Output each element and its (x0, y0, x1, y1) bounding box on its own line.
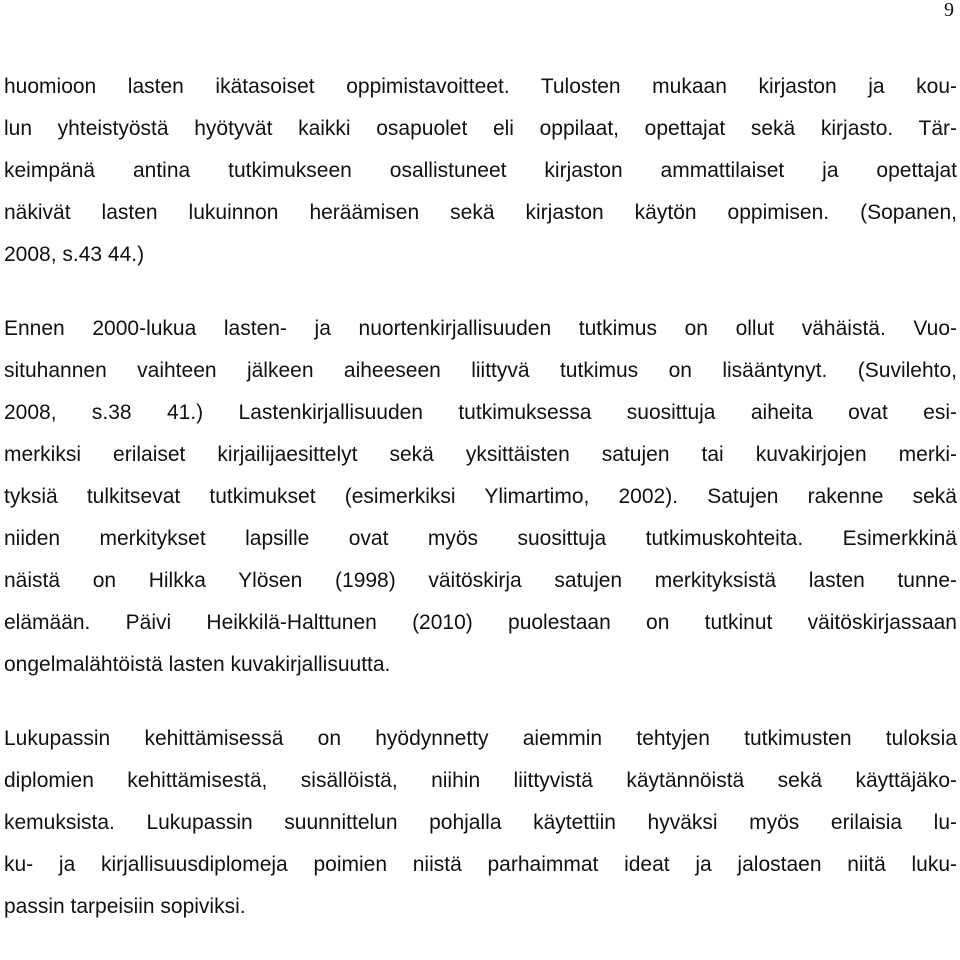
text-line: 2008, s.38 41.) Lastenkirjallisuuden tutkimuksessa suosittuja aiheita ovat esi- (4, 401, 957, 424)
text-line: keimpänä antina tutkimukseen osallistuneet kirjaston ammattilaiset ja opettajat (4, 159, 957, 182)
text-line: huomioon lasten ikätasoiset oppimistavoitteet. Tulosten mukaan kirjaston ja kou- (4, 75, 957, 98)
text-line: tyksiä tulkitsevat tutkimukset (esimerkiksi Ylimartimo, 2002). Satujen rakenne sekä (4, 485, 957, 508)
text-line: kemuksista. Lukupassin suunnittelun pohjalla käytettiin hyväksi myös erilaisia lu- (4, 811, 957, 834)
text-line: niiden merkitykset lapsille ovat myös suosittuja tutkimuskohteita. Esimerkkinä (4, 527, 957, 550)
paragraph-2 (4, 308, 957, 686)
text-line: ku- ja kirjallisuusdiplomeja poimien niistä parhaimmat ideat ja jalostaen niitä luku- (4, 853, 957, 876)
document-body (4, 66, 957, 960)
text-line: situhannen vaihteen jälkeen aiheeseen liittyvä tutkimus on lisääntynyt. (Suvilehto, (4, 359, 957, 382)
paragraph-3 (4, 718, 957, 928)
text-line: lun yhteistyöstä hyötyvät kaikki osapuolet eli oppilaat, opettajat sekä kirjasto. Tär- (4, 117, 957, 140)
text-line: Ennen 2000-lukua lasten- ja nuortenkirjallisuuden tutkimus on ollut vähäistä. Vuo- (4, 317, 957, 340)
paragraph-1 (4, 66, 957, 276)
text-line: Lukupassin kehittämisessä on hyödynnetty aiemmin tehtyjen tutkimusten tuloksia (4, 727, 957, 750)
text-line: passin tarpeisiin sopiviksi. (4, 895, 246, 918)
text-line: näistä on Hilkka Ylösen (1998) väitöskirja satujen merkityksistä lasten tunne- (4, 569, 957, 592)
text-line: näkivät lasten lukuinnon heräämisen sekä kirjaston käytön oppimisen. (Sopanen, (4, 201, 957, 224)
page-number: 9 (944, 0, 954, 21)
text-line: diplomien kehittämisestä, sisällöistä, niihin liittyvistä käytännöistä sekä käyttäjäko- (4, 769, 957, 792)
text-line: elämään. Päivi Heikkilä-Halttunen (2010) puolestaan on tutkinut väitöskirjassaan (4, 611, 957, 634)
text-line: merkiksi erilaiset kirjailijaesittelyt sekä yksittäisten satujen tai kuvakirjojen merki- (4, 443, 957, 466)
text-line: 2008, s.43 44.) (4, 243, 145, 266)
text-line: ongelmalähtöistä lasten kuvakirjallisuutta. (4, 653, 391, 676)
